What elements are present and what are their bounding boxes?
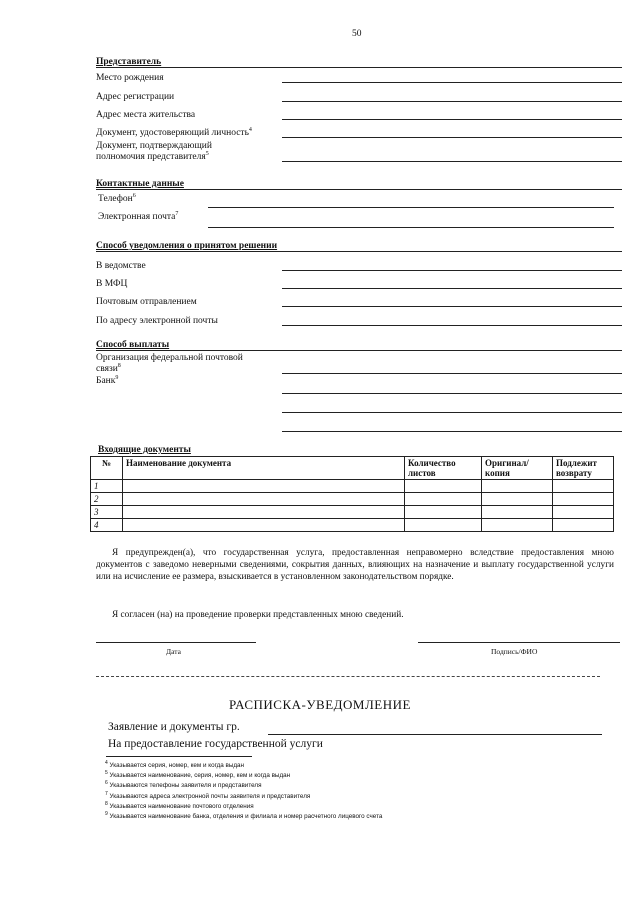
footnote-item: $^9$ Указывается наименование банка, отделения и филиала и номер расчетного лицевого счета — [105, 810, 383, 820]
section-representative-title: Представитель — [96, 57, 162, 67]
warning-paragraph: Я предупрежден(а), что государственная услуга, предоставленная неправомерно вследствие предоставления мною документов с заведомо неверными сведениями, сокрытия данных, влияющих на назначение и выплату государственной услуги или на исчисление ее размера, взыскивается в установленном законодательством порядке. — [96, 548, 614, 582]
doc-ret-cell[interactable] — [553, 493, 614, 506]
footnote-divider — [106, 756, 252, 757]
consent-paragraph: Я согласен (на) на проведение проверки представленных мною сведений. — [112, 610, 404, 620]
cut-line — [96, 676, 600, 677]
col-header-name: Наименование документа — [123, 457, 405, 480]
phone-field[interactable] — [208, 207, 614, 208]
email-field[interactable] — [208, 227, 614, 228]
signature-field[interactable] — [418, 642, 620, 643]
notify-mfc-field[interactable] — [282, 288, 622, 289]
row-number: 4 — [91, 519, 123, 532]
birthplace-field[interactable] — [282, 82, 622, 83]
col-header-qty: Количество листов — [405, 457, 482, 480]
doc-ret-cell[interactable] — [553, 506, 614, 519]
table-row — [91, 480, 614, 493]
table-header-row — [91, 457, 614, 480]
receipt-line1-label: Заявление и документы гр. — [108, 721, 240, 733]
notify-email-label: По адресу электронной почты — [96, 316, 218, 326]
doc-orig-cell[interactable] — [482, 506, 553, 519]
section-payment-title: Способ выплаты — [96, 340, 170, 350]
id-doc-label: Документ, удостоверяющий личность$^4$ — [96, 126, 252, 138]
reg-address-label: Адрес регистрации — [96, 92, 175, 102]
bank-field-2[interactable] — [282, 412, 622, 413]
doc-name-cell[interactable] — [123, 506, 405, 519]
doc-orig-cell[interactable] — [482, 480, 553, 493]
row-number: 1 — [91, 480, 123, 493]
notify-post-label: Почтовым отправлением — [96, 297, 197, 307]
section-contacts-title: Контактные данные — [96, 179, 184, 189]
date-field[interactable] — [96, 642, 256, 643]
res-address-field[interactable] — [282, 119, 622, 120]
page-number: 50 — [352, 29, 362, 39]
section-divider — [96, 350, 622, 351]
doc-ret-cell[interactable] — [553, 519, 614, 532]
receipt-line2-label: На предоставление государственной услуги — [108, 738, 323, 750]
section-incoming-title: Входящие документы — [98, 445, 191, 455]
footnote-item: $^4$ Указывается серия, номер, кем и когда выдан — [105, 759, 245, 769]
col-header-num: № — [91, 457, 123, 480]
col-header-orig: Оригинал/ копия — [482, 457, 553, 480]
birthplace-label: Место рождения — [96, 73, 164, 83]
doc-qty-cell[interactable] — [405, 519, 482, 532]
incoming-docs-table — [90, 456, 614, 532]
footnote-item: $^6$ Указываются телефоны заявителя и представителя — [105, 779, 262, 789]
email-label: Электронная почта$^7$ — [98, 210, 179, 222]
section-notification-title: Способ уведомления о принятом решении — [96, 241, 278, 251]
footnote-item: $^7$ Указываются адреса электронной почты заявителя и представителя — [105, 790, 311, 800]
post-org-label-line2: связи$^8$ — [96, 362, 121, 374]
receipt-name-field[interactable] — [268, 734, 602, 735]
doc-qty-cell[interactable] — [405, 493, 482, 506]
footnote-item: $^5$ Указывается наименование, серия, номер, кем и когда выдан — [105, 769, 291, 779]
bank-field-1[interactable] — [282, 393, 622, 394]
phone-label: Телефон$^6$ — [98, 192, 136, 204]
doc-name-cell[interactable] — [123, 493, 405, 506]
auth-doc-label-line2: полномочия представителя$^5$ — [96, 150, 209, 162]
footnote-item: $^8$ Указывается наименование почтового отделения — [105, 800, 254, 810]
doc-qty-cell[interactable] — [405, 506, 482, 519]
col-header-ret: Подлежит возврату — [553, 457, 614, 480]
notify-email-field[interactable] — [282, 325, 622, 326]
post-org-label-line1: Организация федеральной почтовой — [96, 353, 243, 363]
doc-ret-cell[interactable] — [553, 480, 614, 493]
section-divider — [96, 251, 622, 252]
section-divider — [96, 189, 622, 190]
date-label: Дата — [166, 647, 181, 656]
doc-orig-cell[interactable] — [482, 519, 553, 532]
bank-field-3[interactable] — [282, 431, 622, 432]
receipt-title: РАСПИСКА-УВЕДОМЛЕНИЕ — [229, 697, 411, 712]
signature-label: Подпись/ФИО — [491, 647, 538, 656]
auth-doc-field[interactable] — [282, 161, 622, 162]
row-number: 3 — [91, 506, 123, 519]
res-address-label: Адрес места жительства — [96, 110, 196, 120]
reg-address-field[interactable] — [282, 101, 622, 102]
notify-dept-field[interactable] — [282, 270, 622, 271]
notify-post-field[interactable] — [282, 306, 622, 307]
notify-dept-label: В ведомстве — [96, 261, 146, 271]
row-number: 2 — [91, 493, 123, 506]
table-row — [91, 493, 614, 506]
section-divider — [96, 67, 622, 68]
table-row — [91, 506, 614, 519]
doc-orig-cell[interactable] — [482, 493, 553, 506]
post-org-field[interactable] — [282, 373, 622, 374]
doc-name-cell[interactable] — [123, 480, 405, 493]
id-doc-field[interactable] — [282, 137, 622, 138]
bank-label: Банк$^9$ — [96, 374, 119, 386]
notify-mfc-label: В МФЦ — [96, 279, 128, 289]
auth-doc-label-line1: Документ, подтверждающий — [96, 141, 212, 151]
doc-name-cell[interactable] — [123, 519, 405, 532]
doc-qty-cell[interactable] — [405, 480, 482, 493]
table-row — [91, 519, 614, 532]
